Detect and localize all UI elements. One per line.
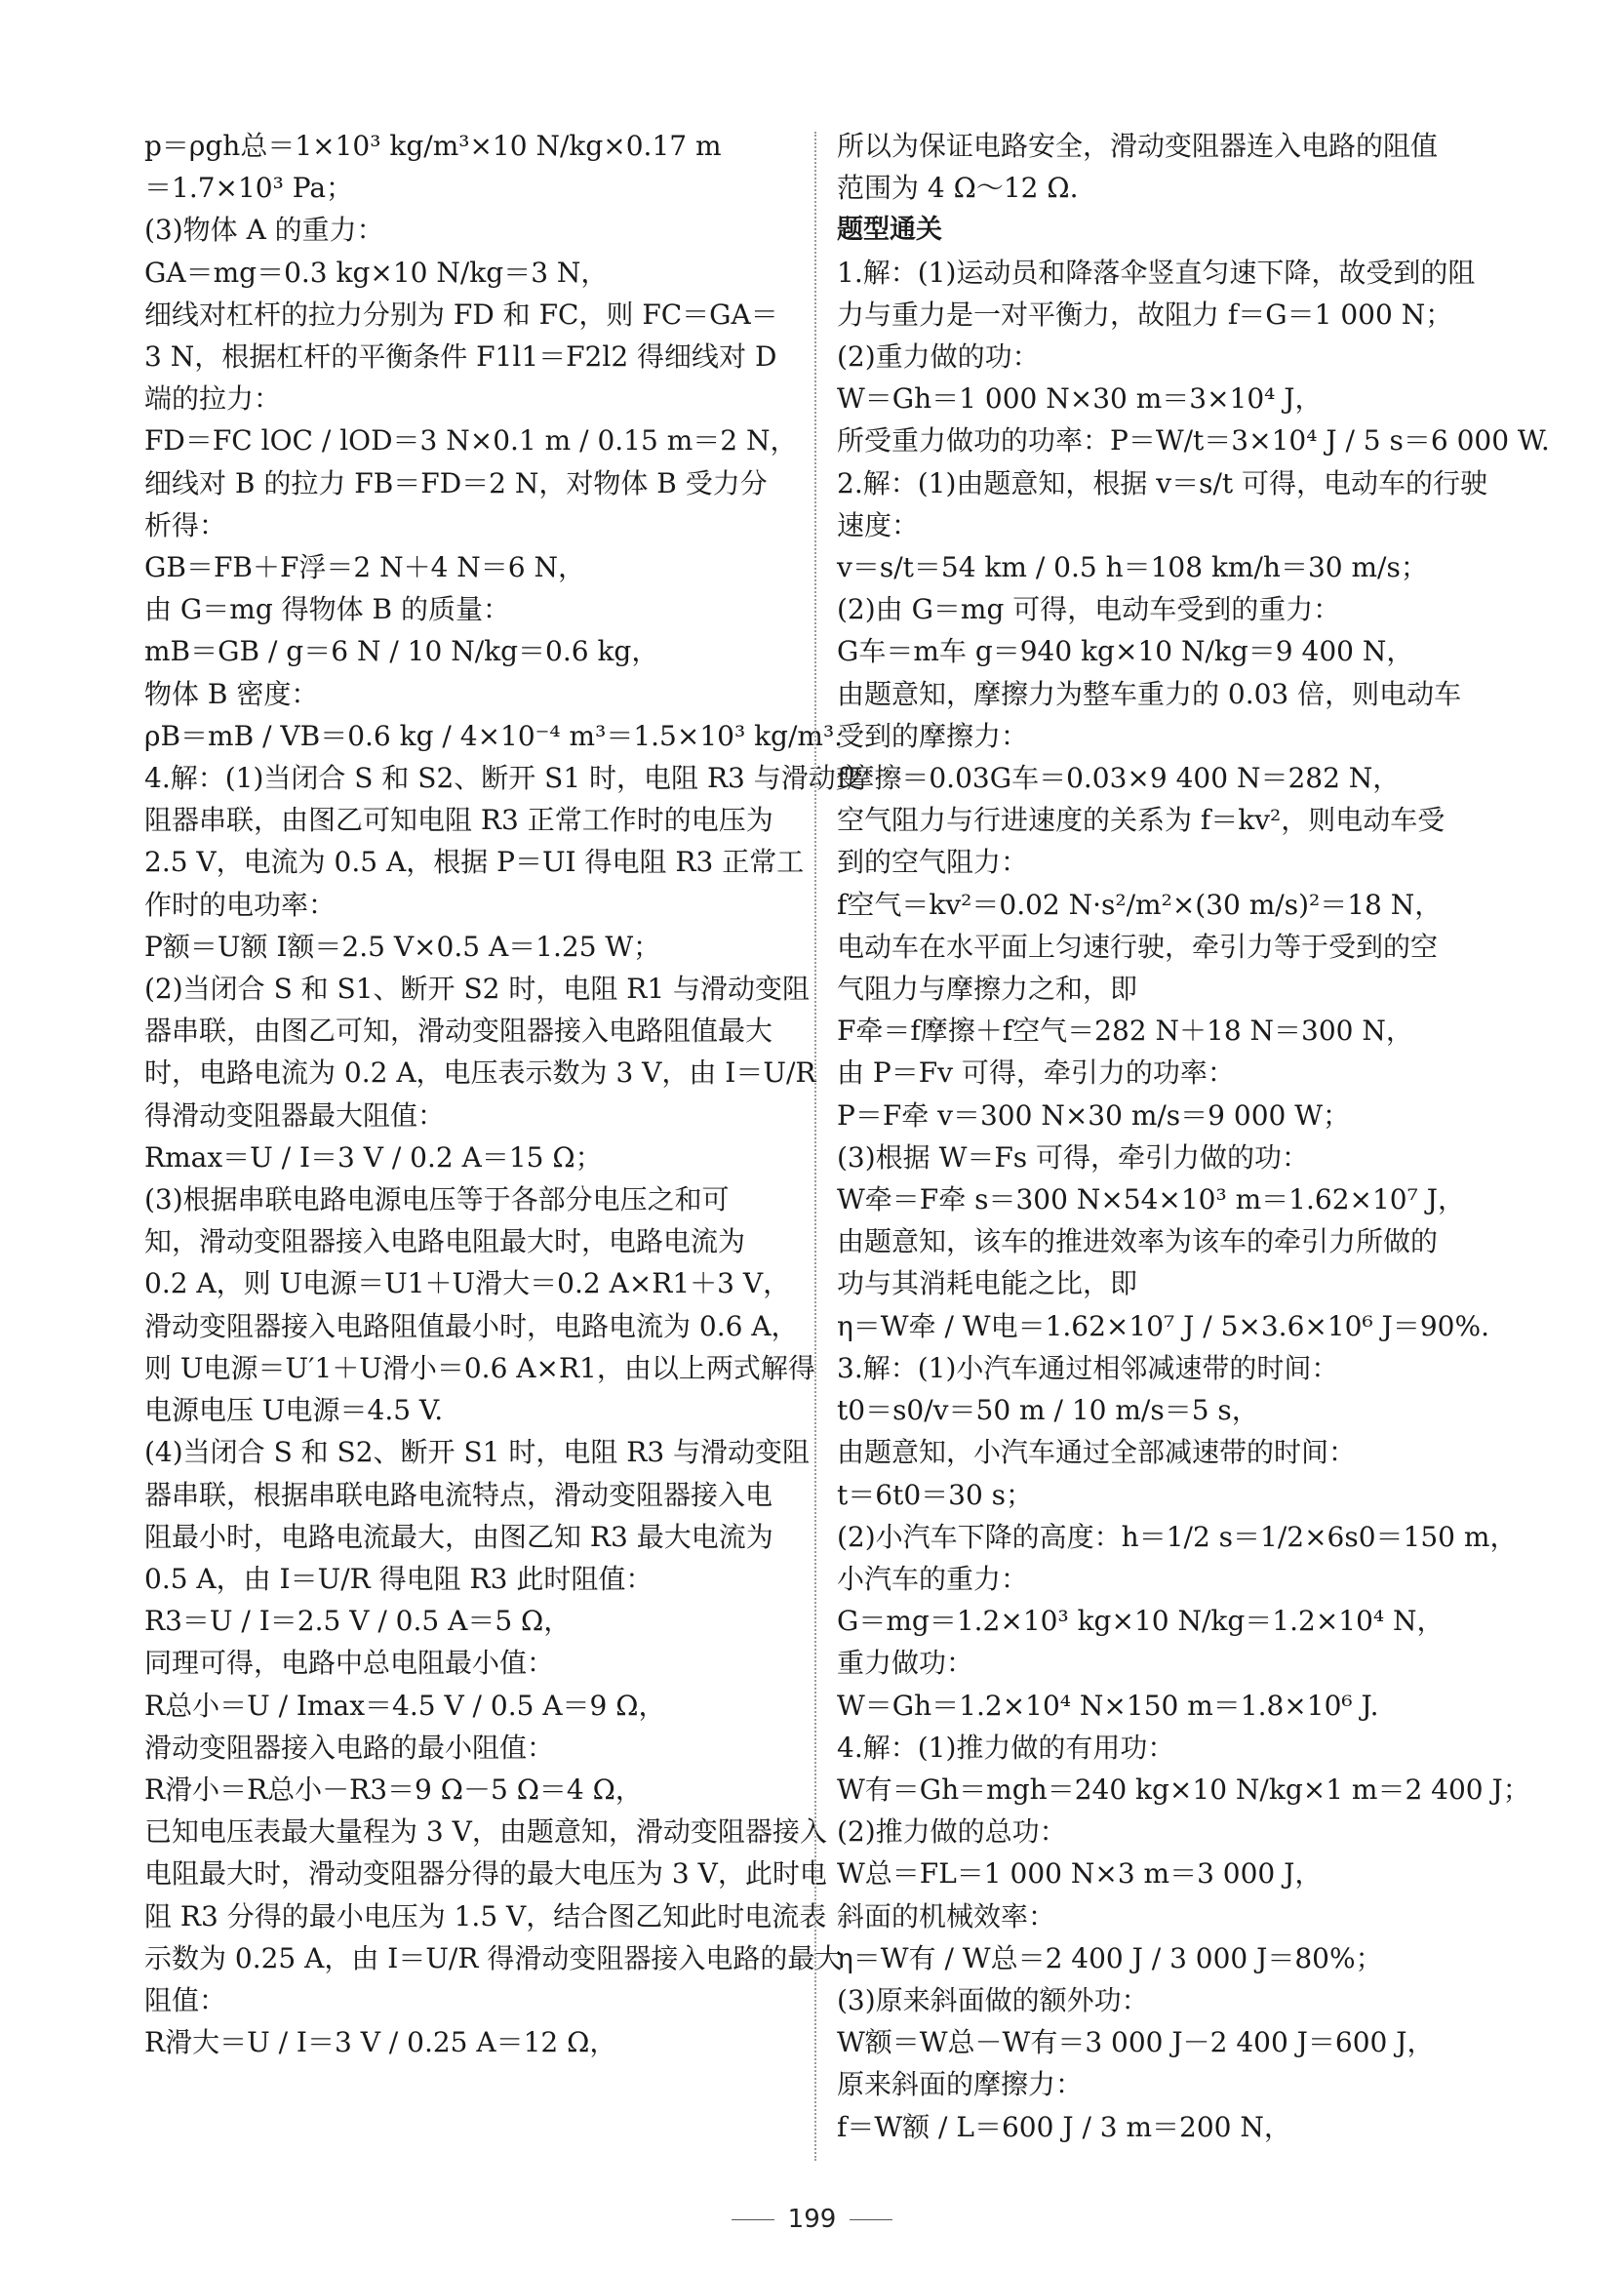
- right-text-line: 受到的摩擦力：: [837, 719, 1029, 752]
- right-text-line: 题型通关: [837, 215, 942, 246]
- left-text-line: 析得：: [144, 508, 227, 541]
- right-text-line: G＝mg＝1.2×10³ kg×10 N/kg＝1.2×10⁴ N，: [837, 1605, 1445, 1638]
- left-text-line: 阻 R3 分得的最小电压为 1.5 V，结合图乙知此时电流表: [144, 1899, 827, 1932]
- right-text-line: W总＝FL＝1 000 N×3 m＝3 000 J，: [837, 1857, 1323, 1891]
- left-text-line: 细线对杠杆的拉力分别为 FD 和 FC，则 FC＝GA＝: [144, 298, 778, 331]
- right-text-line: t0＝s0/v＝50 m / 10 m/s＝5 s，: [837, 1394, 1259, 1427]
- right-text-line: 4.解：(1)推力做的有用功：: [837, 1731, 1175, 1764]
- right-text-line: t＝6t0＝30 s；: [837, 1478, 1034, 1511]
- right-text-line: 斜面的机械效率：: [837, 1899, 1056, 1932]
- left-text-line: 2.5 V，电流为 0.5 A，根据 P＝UI 得电阻 R3 正常工: [144, 846, 805, 879]
- right-text-line: W有＝Gh＝mgh＝240 kg×10 N/kg×1 m＝2 400 J；: [837, 1773, 1530, 1806]
- right-text-line: 空气阻力与行进速度的关系为 f＝kv²，则电动车受: [837, 804, 1446, 837]
- left-text-line: 得滑动变阻器最大阻值：: [144, 1098, 446, 1132]
- page-number: 199: [787, 2205, 837, 2234]
- left-text-line: 滑动变阻器接入电路的最小阻值：: [144, 1731, 555, 1764]
- right-text-line: G车＝m车 g＝940 kg×10 N/kg＝9 400 N，: [837, 635, 1414, 668]
- right-text-line: P＝F牵 v＝300 N×30 m/s＝9 000 W；: [837, 1098, 1351, 1132]
- right-text-line: 气阻力与摩擦力之和，即: [837, 973, 1138, 1006]
- right-text-line: 速度：: [837, 508, 920, 541]
- right-text-line: f空气＝kv²＝0.02 N·s²/m²×(30 m/s)²＝18 N，: [837, 888, 1443, 921]
- left-text-line: 阻器串联，由图乙可知电阻 R3 正常工作时的电压为: [144, 804, 773, 837]
- right-text-line: W＝Gh＝1.2×10⁴ N×150 m＝1.8×10⁶ J.: [837, 1689, 1379, 1722]
- right-text-line: 力与重力是一对平衡力，故阻力 f＝G＝1 000 N；: [837, 298, 1453, 331]
- left-text-line: 4.解：(1)当闭合 S 和 S2、断开 S1 时，电阻 R3 与滑动变: [144, 762, 863, 795]
- right-text-line: (2)推力做的总功：: [837, 1815, 1067, 1849]
- left-text-line: Rmax＝U / I＝3 V / 0.2 A＝15 Ω；: [144, 1140, 603, 1174]
- left-text-line: 端的拉力：: [144, 382, 282, 416]
- left-column: [144, 125, 863, 2063]
- right-text-line: 所以为保证电路安全，滑动变阻器连入电路的阻值: [837, 130, 1439, 162]
- right-text-line: f＝W额 / L＝600 J / 3 m＝200 N，: [837, 2110, 1291, 2143]
- right-text-line: (2)重力做的功：: [837, 340, 1040, 374]
- right-text-line: 原来斜面的摩擦力：: [837, 2068, 1084, 2101]
- left-text-line: P额＝U额 I额＝2.5 V×0.5 A＝1.25 W；: [144, 930, 661, 963]
- left-text-line: R总小＝U / Imax＝4.5 V / 0.5 A＝9 Ω，: [144, 1689, 666, 1722]
- left-text-line: (2)当闭合 S 和 S1、断开 S2 时，电阻 R1 与滑动变阻: [144, 973, 811, 1006]
- left-text-line: 器串联，由图乙可知，滑动变阻器接入电路阻值最大: [144, 1015, 773, 1048]
- page-footer: [0, 2205, 1624, 2234]
- right-text-line: 3.解：(1)小汽车通过相邻减速带的时间：: [837, 1351, 1339, 1384]
- column-divider: [814, 132, 816, 2161]
- right-text-line: 小汽车的重力：: [837, 1562, 1029, 1595]
- right-text-line: η＝W牵 / W电＝1.62×10⁷ J / 5×3.6×10⁶ J＝90%.: [837, 1309, 1489, 1342]
- right-text-line: η＝W有 / W总＝2 400 J / 3 000 J＝80%；: [837, 1941, 1383, 1974]
- left-text-line: 器串联，根据串联电路电流特点，滑动变阻器接入电: [144, 1478, 773, 1511]
- left-text-line: 则 U电源＝U′1＋U滑小＝0.6 A×R1，由以上两式解得: [144, 1351, 815, 1384]
- left-text-line: R滑小＝R总小－R3＝9 Ω－5 Ω＝4 Ω，: [144, 1773, 643, 1806]
- left-text-line: 知，滑动变阻器接入电路电阻最大时，电路电流为: [144, 1225, 746, 1258]
- right-text-line: f摩擦＝0.03G车＝0.03×9 400 N＝282 N，: [837, 762, 1401, 795]
- left-text-line: 0.5 A，由 I＝U/R 得电阻 R3 此时阻值：: [144, 1562, 654, 1595]
- left-text-line: p＝ρgh总＝1×10³ kg/m³×10 N/kg×0.17 m: [144, 130, 722, 162]
- left-text-line: GB＝FB＋F浮＝2 N＋4 N＝6 N，: [144, 551, 586, 584]
- left-text-line: 已知电压表最大量程为 3 V，由题意知，滑动变阻器接入: [144, 1815, 827, 1849]
- left-text-line: 0.2 A，则 U电源＝U1＋U滑大＝0.2 A×R1＋3 V，: [144, 1267, 791, 1300]
- left-text-line: (3)物体 A 的重力：: [144, 214, 384, 247]
- left-text-line: R滑大＝U / I＝3 V / 0.25 A＝12 Ω，: [144, 2026, 617, 2059]
- right-column: [837, 125, 1550, 2148]
- right-text-line: (2)由 G＝mg 可得，电动车受到的重力：: [837, 593, 1341, 626]
- left-text-line: FD＝FC lOC / lOD＝3 N×0.1 m / 0.15 m＝2 N，: [144, 424, 798, 458]
- right-text-line: v＝s/t＝54 km / 0.5 h＝108 km/h＝30 m/s；: [837, 551, 1428, 584]
- right-text-line: W额＝W总－W有＝3 000 J－2 400 J＝600 J，: [837, 2026, 1435, 2059]
- left-text-line: 电源电压 U电源＝4.5 V.: [144, 1394, 444, 1427]
- right-text-line: (3)原来斜面做的额外功：: [837, 1983, 1149, 2016]
- left-text-line: R3＝U / I＝2.5 V / 0.5 A＝5 Ω，: [144, 1605, 572, 1638]
- left-text-line: 滑动变阻器接入电路阻值最小时，电路电流为 0.6 A，: [144, 1309, 799, 1342]
- right-text-line: 2.解：(1)由题意知，根据 v＝s/t 可得，电动车的行驶: [837, 466, 1488, 499]
- right-text-line: 到的空气阻力：: [837, 846, 1029, 879]
- right-text-line: W牵＝F牵 s＝300 N×54×10³ m＝1.62×10⁷ J，: [837, 1183, 1465, 1216]
- left-text-line: (3)根据串联电路电源电压等于各部分电压之和可: [144, 1183, 730, 1216]
- left-text-line: 作时的电功率：: [144, 888, 337, 921]
- left-text-line: 细线对 B 的拉力 FB＝FD＝2 N，对物体 B 受力分: [144, 466, 768, 499]
- right-text-line: (2)小汽车下降的高度：h＝1/2 s＝1/2×6s0＝150 m，: [837, 1520, 1518, 1553]
- left-text-line: 时，电路电流为 0.2 A，电压表示数为 3 V，由 I＝U/R: [144, 1056, 816, 1090]
- right-text-line: F牵＝f摩擦＋f空气＝282 N＋18 N＝300 N，: [837, 1015, 1413, 1048]
- left-text-line: 电阻最大时，滑动变阻器分得的最大电压为 3 V，此时电: [144, 1857, 827, 1891]
- right-text-line: 1.解：(1)运动员和降落伞竖直匀速下降，故受到的阻: [837, 256, 1476, 289]
- left-text-line: GA＝mg＝0.3 kg×10 N/kg＝3 N，: [144, 256, 609, 289]
- right-text-line: 功与其消耗电能之比，即: [837, 1267, 1138, 1300]
- left-text-line: 由 G＝mg 得物体 B 的质量：: [144, 593, 511, 626]
- left-text-line: 阻最小时，电路电流最大，由图乙知 R3 最大电流为: [144, 1520, 773, 1553]
- left-text-line: 同理可得，电路中总电阻最小值：: [144, 1647, 555, 1680]
- left-text-line: 3 N，根据杠杆的平衡条件 F1l1＝F2l2 得细线对 D: [144, 340, 777, 374]
- right-text-line: 由题意知，该车的推进效率为该车的牵引力所做的: [837, 1225, 1439, 1258]
- left-text-line: 阻值：: [144, 1983, 227, 2016]
- left-text-line: 物体 B 密度：: [144, 677, 319, 710]
- right-text-line: 重力做功：: [837, 1647, 974, 1680]
- right-text-line: 所受重力做功的功率：P＝W/t＝3×10⁴ J / 5 s＝6 000 W.: [837, 424, 1550, 458]
- right-text-line: 由题意知，小汽车通过全部减速带的时间：: [837, 1436, 1357, 1469]
- left-text-line: ρB＝mB / VB＝0.6 kg / 4×10⁻⁴ m³＝1.5×10³ kg/m³.: [144, 719, 844, 752]
- right-text-line: (3)根据 W＝Fs 可得，牵引力做的功：: [837, 1140, 1310, 1174]
- left-text-line: mB＝GB / g＝6 N / 10 N/kg＝0.6 kg，: [144, 635, 659, 668]
- right-text-line: 电动车在水平面上匀速行驶，牵引力等于受到的空: [837, 930, 1439, 963]
- right-text-line: W＝Gh＝1 000 N×30 m＝3×10⁴ J，: [837, 382, 1323, 416]
- left-text-line: (4)当闭合 S 和 S2、断开 S1 时，电阻 R3 与滑动变阻: [144, 1436, 811, 1469]
- right-text-line: 范围为 4 Ω～12 Ω.: [837, 172, 1079, 205]
- left-text-line: 示数为 0.25 A，由 I＝U/R 得滑动变阻器接入电路的最大: [144, 1941, 843, 1974]
- left-text-line: ＝1.7×10³ Pa；: [144, 172, 354, 205]
- right-text-line: 由题意知，摩擦力为整车重力的 0.03 倍，则电动车: [837, 677, 1462, 710]
- right-text-line: 由 P＝Fv 可得，牵引力的功率：: [837, 1056, 1235, 1090]
